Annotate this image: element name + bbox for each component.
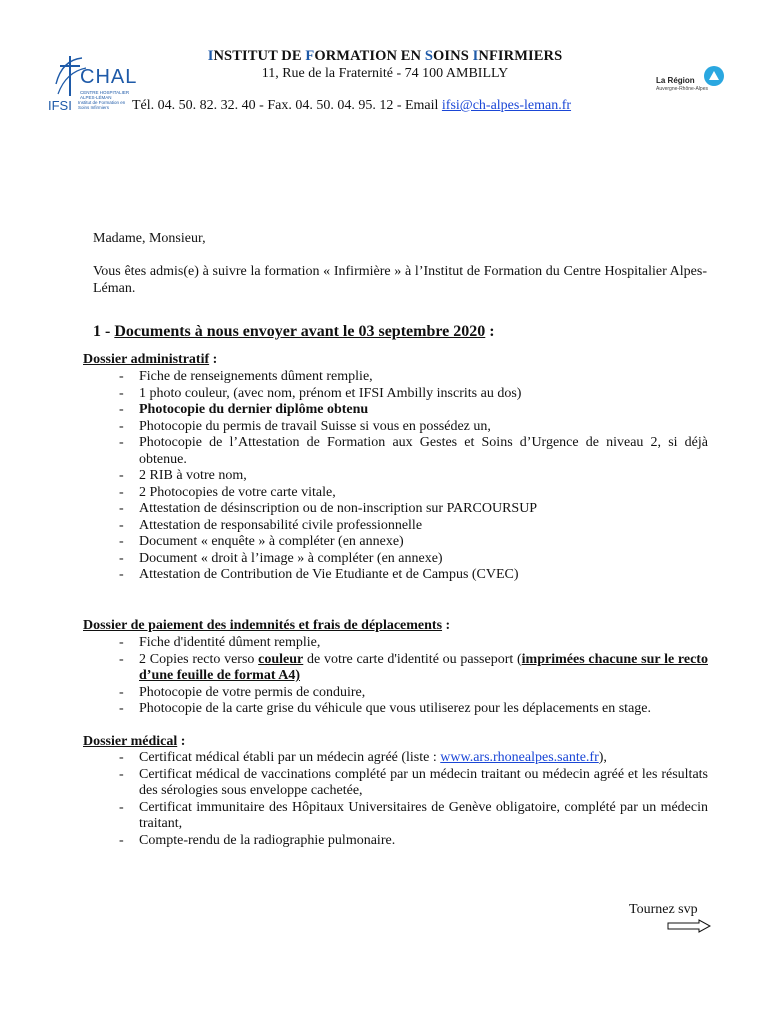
paiement-heading-text: Dossier de paiement des indemnités et frais de déplacements xyxy=(83,618,443,633)
ifsi-logo-text: IFSI xyxy=(48,98,72,113)
greeting: Madame, Monsieur, xyxy=(93,231,206,246)
chal-logo-text: CHAL xyxy=(80,66,138,88)
medical-list xyxy=(116,750,708,849)
list-item-text: - 2 RIB à votre nom, xyxy=(139,468,247,483)
list-item-text: - Photocopie de votre permis de conduire, xyxy=(139,684,366,700)
list-item-text: - Photocopie du permis de travail Suisse si vous en possédez un, xyxy=(139,418,491,434)
list-item xyxy=(116,402,708,419)
institute-address: 11, Rue de la Fraternité - 74 100 AMBILLY xyxy=(261,66,509,81)
list-item xyxy=(116,485,708,502)
section-title-text: Documents à nous envoyer avant le 03 septembre 2020 xyxy=(114,323,486,340)
list-item xyxy=(116,419,708,436)
region-logo-text: La Région xyxy=(656,76,695,85)
list-item-text: - Fiche d'identité dûment remplie, xyxy=(139,635,321,650)
list-item xyxy=(116,750,708,767)
paiement-heading xyxy=(83,618,450,634)
list-item-text: - Attestation de désinscription ou de non-inscription sur PARCOURSUP xyxy=(139,501,538,516)
title-word: ORMATION EN xyxy=(314,48,425,64)
list-item-text: - Photocopie du dernier diplôme obtenu xyxy=(139,402,369,417)
list-item xyxy=(116,567,708,584)
text-run: ), xyxy=(598,750,607,765)
list-item-text: - Document « enquête » à compléter (en annexe) xyxy=(139,534,404,549)
administratif-list xyxy=(116,369,708,584)
list-item-text xyxy=(139,750,708,767)
section-heading xyxy=(93,323,495,341)
list-item xyxy=(116,685,708,702)
list-item xyxy=(116,800,708,833)
title-word: OINS xyxy=(433,48,473,64)
right-arrow-icon xyxy=(667,919,711,933)
region-mountain-icon xyxy=(704,66,724,86)
text-run: Certificat médical établi par un médecin agréé (liste : xyxy=(139,750,441,765)
list-item-text: - Fiche de renseignements dûment remplie, xyxy=(139,369,373,384)
list-item-text: - Certificat médical de vaccinations complété par un médecin traitant ou médecin agréé et les résultats des sérologies sous enveloppe cachetée, xyxy=(139,766,708,798)
title-initial: F xyxy=(305,48,315,64)
list-item xyxy=(116,501,708,518)
intro-paragraph: Vous êtes admis(e) à suivre la formation « Infirmière » à l’Institut de Formation du Centre Hospitalier Alpes-Léman. xyxy=(93,264,707,296)
section-number: 1 - xyxy=(93,323,115,340)
list-item-text: - Attestation de Contribution de Vie Etudiante et de Campus (CVEC) xyxy=(139,567,519,582)
section-suffix: : xyxy=(485,323,495,340)
list-item xyxy=(116,701,708,718)
list-item xyxy=(116,386,708,403)
heading-suffix: : xyxy=(209,352,218,367)
list-item xyxy=(116,435,708,468)
title-word: NSTITUT DE xyxy=(213,48,306,64)
list-item xyxy=(116,551,708,568)
list-item xyxy=(116,652,708,685)
list-item-text xyxy=(139,652,708,685)
heading-suffix: : xyxy=(177,734,186,749)
list-item-text: - Attestation de responsabilité civile professionnelle xyxy=(139,517,423,533)
region-logo xyxy=(652,64,728,94)
title-initial: I xyxy=(207,48,214,64)
ifsi-logo-subtitle: Institut de Formation en Soins Infirmiers xyxy=(78,100,126,110)
list-item xyxy=(116,833,708,850)
list-item-text: - Photocopie de l’Attestation de Formation aux Gestes et Soins d’Urgence de niveau 2, si déjà obtenue. xyxy=(139,435,708,467)
contact-phone-fax: Tél. 04. 50. 82. 32. 40 - Fax. 04. 50. 04. 95. 12 - Email xyxy=(132,98,442,113)
list-item-text: - Compte-rendu de la radiographie pulmonaire. xyxy=(139,832,396,848)
list-item-text: - Document « droit à l’image » à compléter (en annexe) xyxy=(139,550,443,566)
title-initial: S xyxy=(424,48,434,64)
list-item xyxy=(116,369,708,386)
title-word: NFIRMIERS xyxy=(478,48,563,64)
administratif-heading-text: Dossier administratif xyxy=(83,352,210,367)
turn-over-note: Tournez svp xyxy=(629,902,698,917)
text-run: 2 Copies recto verso xyxy=(139,651,259,667)
region-logo-subtitle: Auvergne-Rhône-Alpes xyxy=(656,86,708,92)
ars-website-link[interactable]: www.ars.rhonealpes.sante.fr xyxy=(440,750,599,765)
institute-title xyxy=(0,48,770,65)
list-item xyxy=(116,518,708,535)
list-item-text: - Photocopie de la carte grise du véhicule que vous utiliserez pour les déplacements en stage. xyxy=(139,701,651,716)
email-link[interactable]: ifsi@ch-alpes-leman.fr xyxy=(441,98,572,113)
medical-heading-text: Dossier médical xyxy=(83,734,178,749)
list-item-text: - Certificat immunitaire des Hôpitaux Universitaires de Genève obligatoire, complété par un médecin traitant, xyxy=(139,799,708,831)
heading-suffix: : xyxy=(442,618,451,633)
emphasis-couleur: couleur xyxy=(258,651,304,667)
text-run: de votre carte d'identité ou passeport ( xyxy=(303,651,522,667)
paiement-list xyxy=(116,635,708,718)
contact-line xyxy=(132,98,571,114)
list-item xyxy=(116,635,708,652)
list-item xyxy=(116,468,708,485)
medical-heading xyxy=(83,734,185,750)
administratif-heading xyxy=(83,352,217,368)
list-item-text: - 1 photo couleur, (avec nom, prénom et IFSI Ambilly inscrits au dos) xyxy=(139,385,522,401)
list-item xyxy=(116,534,708,551)
list-item-text: - 2 Photocopies de votre carte vitale, xyxy=(139,484,336,500)
emphasis-print-format: imprimées chacune sur le recto d’une feuille de format A4) xyxy=(139,651,708,683)
list-item xyxy=(116,767,708,800)
title-initial: I xyxy=(472,48,479,64)
chal-logo-subtitle: CENTRE HOSPITALIER ALPES-LÉMAN xyxy=(80,90,130,100)
